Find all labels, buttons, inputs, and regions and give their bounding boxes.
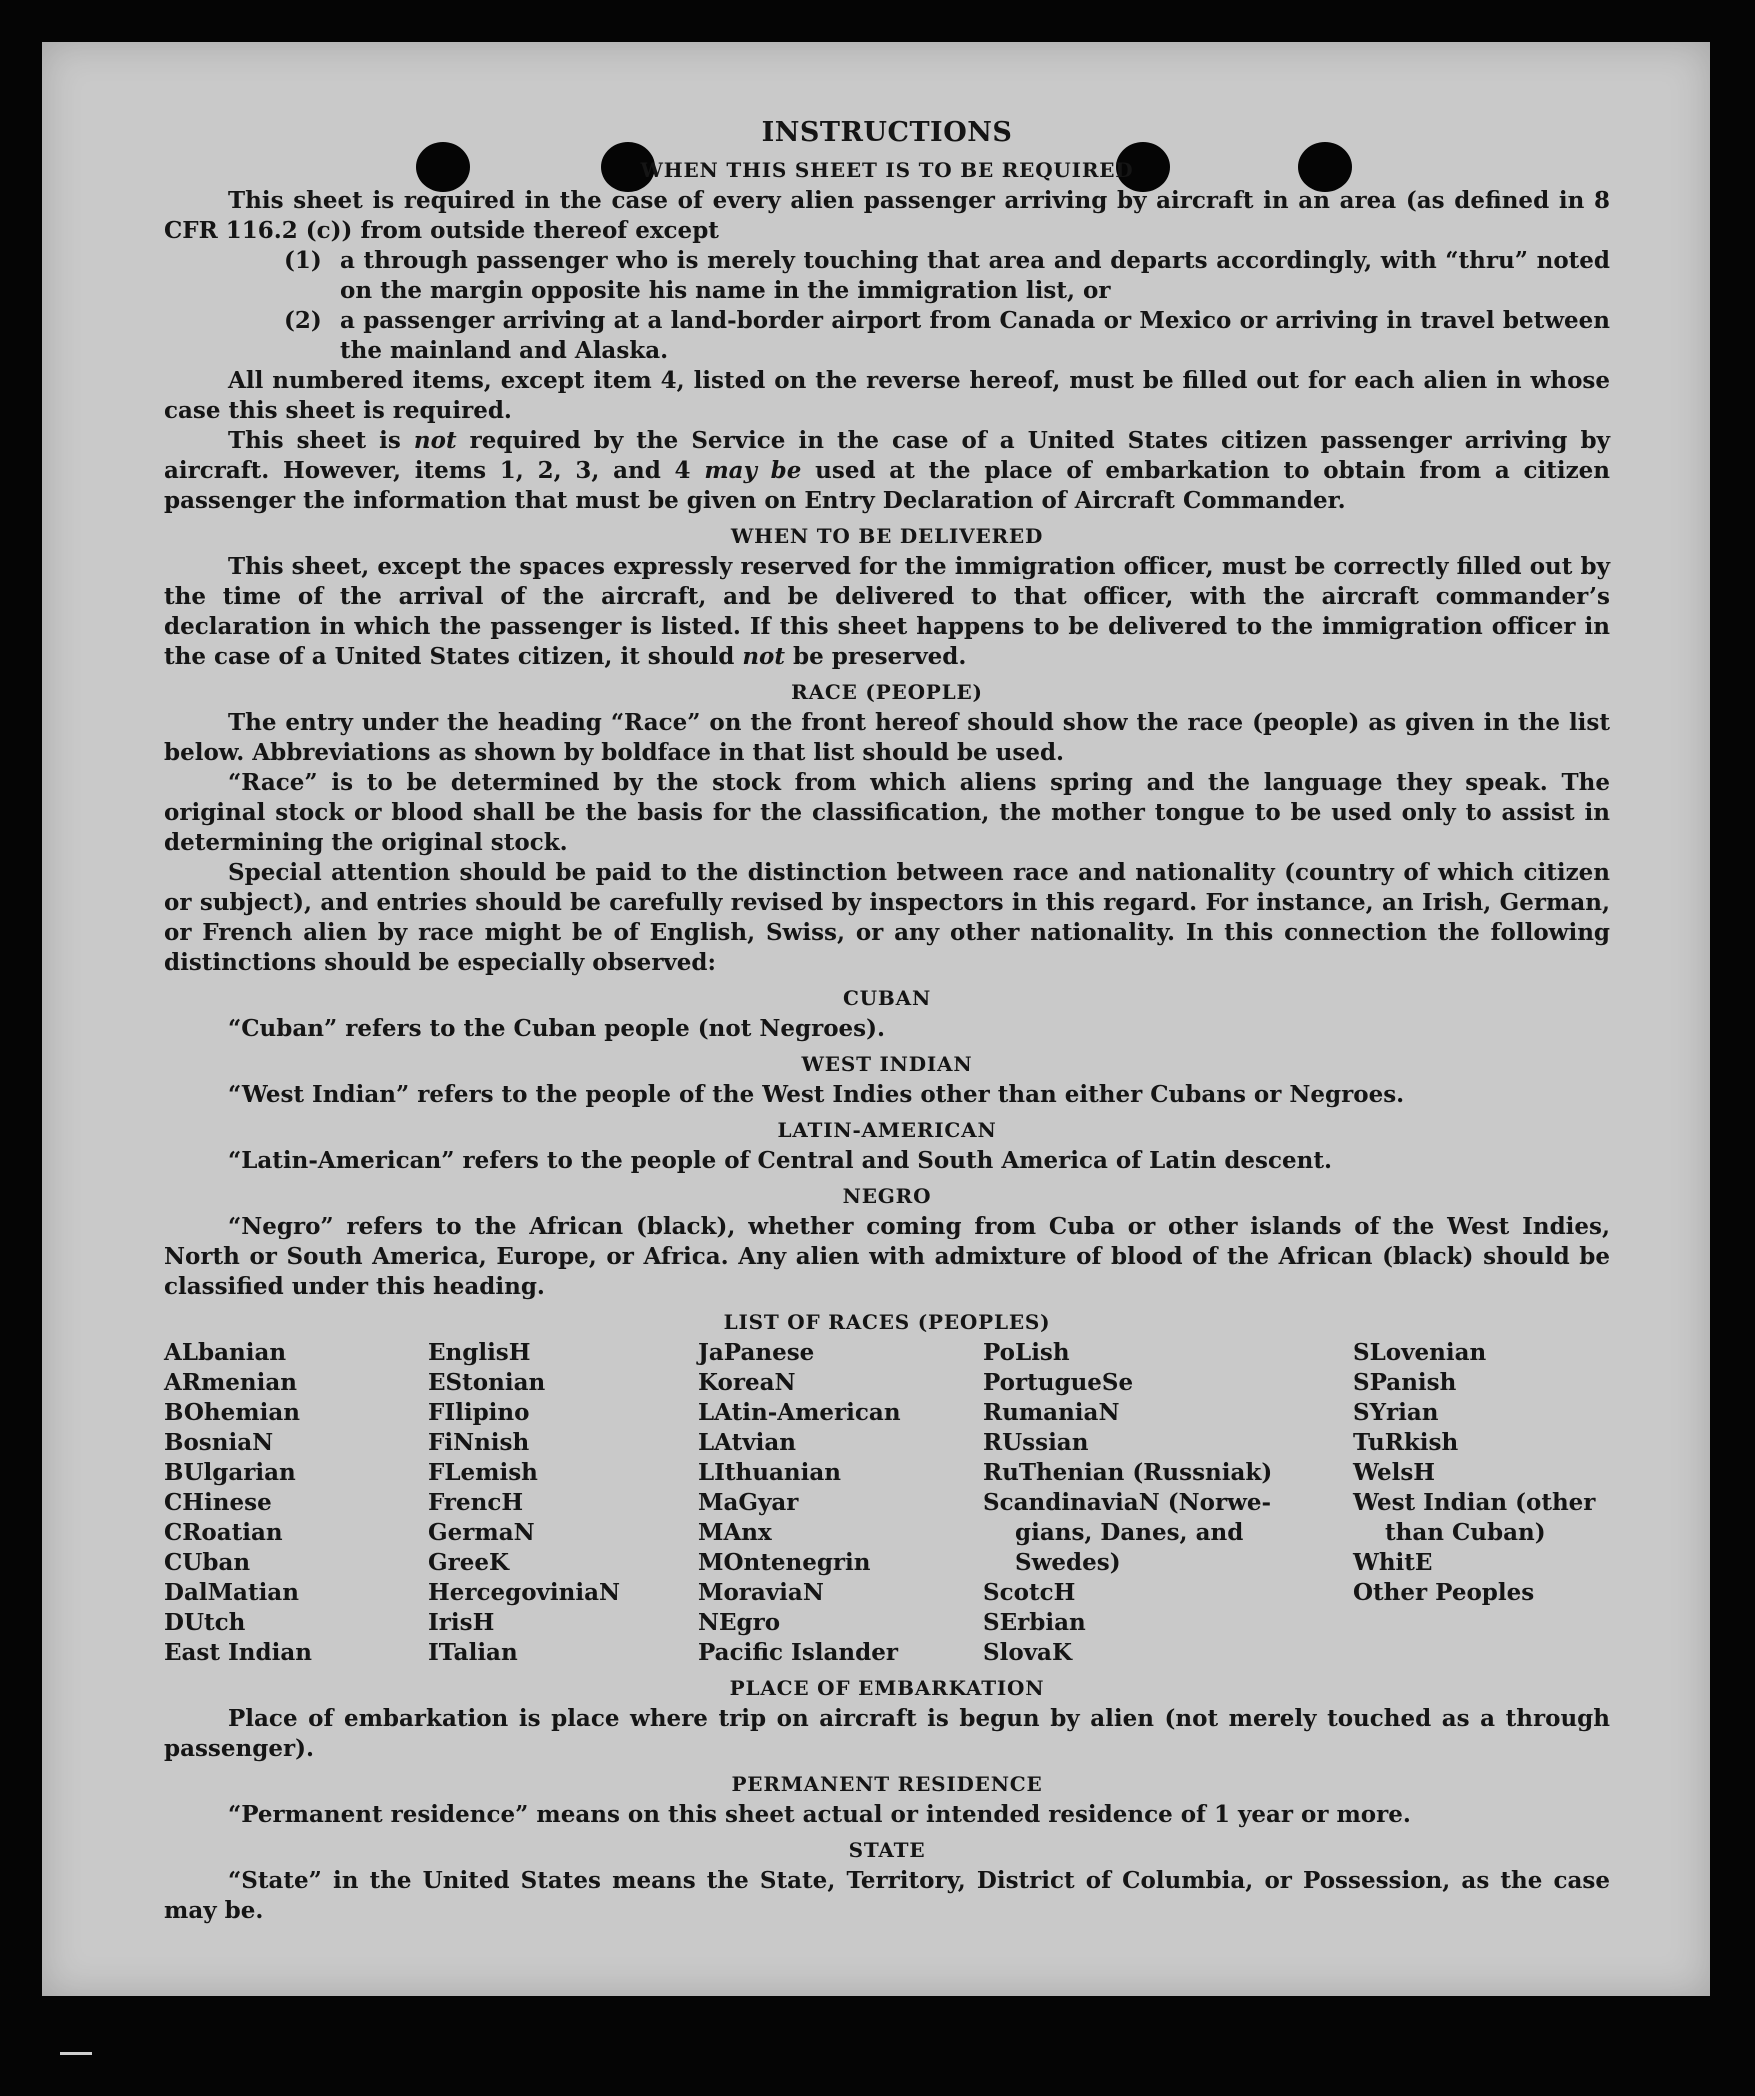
- text-run: This sheet is: [228, 427, 414, 454]
- race-entry: SLovenian: [1353, 1339, 1487, 1366]
- race-entry: ScandinaviaN (Norwe-: [983, 1489, 1272, 1516]
- section-heading: LATIN-AMERICAN: [777, 1118, 997, 1142]
- section-heading: NEGRO: [842, 1184, 932, 1208]
- race-entry: CRoatian: [164, 1519, 283, 1546]
- race-entry: CUban: [164, 1549, 251, 1576]
- race-entry: MaGyar: [698, 1489, 799, 1516]
- race-entry: MAnx: [698, 1519, 772, 1546]
- paragraph: [164, 426, 1610, 516]
- paragraph: “West Indian” refers to the people of the West Indies other than either Cubans or Negroes.: [228, 1081, 1405, 1108]
- race-column: [164, 1338, 428, 1668]
- section-heading: WHEN THIS SHEET IS TO BE REQUIRED: [640, 158, 1134, 182]
- race-entry: PortugueSe: [983, 1369, 1134, 1396]
- race-entry: SErbian: [983, 1609, 1086, 1636]
- race-entry: than Cuban): [1385, 1519, 1546, 1546]
- item-text: a passenger arriving at a land-border airport from Canada or Mexico or arriving in travel between the mainland and Alaska.: [340, 307, 1610, 364]
- paragraph: “Cuban” refers to the Cuban people (not Negroes).: [228, 1015, 886, 1042]
- section-heading: LIST OF RACES (PEOPLES): [723, 1310, 1051, 1334]
- race-entry: ALbanian: [164, 1339, 287, 1366]
- race-entry: FrencH: [428, 1489, 524, 1516]
- race-entry: Pacific Islander: [698, 1639, 898, 1666]
- paragraph: “Latin-American” refers to the people of Central and South America of Latin descent.: [228, 1147, 1332, 1174]
- race-list: [164, 1338, 1610, 1668]
- race-entry: HercegoviniaN: [428, 1579, 621, 1606]
- race-column: [983, 1338, 1353, 1668]
- paragraph: “Negro” refers to the African (black), whether coming from Cuba or other islands of the West Indies, North or South America, Europe, or Africa. Any alien with admixture of blood of the African (black) should be classified under this heading.: [164, 1213, 1610, 1300]
- race-entry: West Indian (other: [1353, 1489, 1596, 1516]
- paragraph: “State” in the United States means the State, Territory, District of Columbia, or Possession, as the case may be.: [164, 1867, 1610, 1924]
- paragraph: Special attention should be paid to the distinction between race and nationality (country of which citizen or subject), and entries should be carefully revised by inspectors in this regard. For instance, an Irish, German, or French alien by race might be of English, Swiss, or any other nationality. In this connection the following distinctions should be especially observed:: [164, 859, 1610, 976]
- race-entry: EStonian: [428, 1369, 546, 1396]
- race-entry: RuThenian (Russniak): [983, 1459, 1273, 1486]
- race-entry: DUtch: [164, 1609, 246, 1636]
- paragraph: [164, 552, 1610, 672]
- item-text: a through passenger who is merely touching that area and departs accordingly, with “thru” noted on the margin opposite his name in the immigration list, or: [340, 247, 1610, 304]
- race-entry: gians, Danes, and: [1015, 1519, 1244, 1546]
- race-entry: JaPanese: [698, 1339, 815, 1366]
- page-title: INSTRUCTIONS: [761, 117, 1013, 148]
- section-heading: PERMANENT RESIDENCE: [731, 1772, 1043, 1796]
- item-number: (1): [284, 247, 322, 274]
- race-entry: MOntenegrin: [698, 1549, 871, 1576]
- text-run: be preserved.: [785, 643, 967, 670]
- race-column: [698, 1338, 983, 1668]
- race-entry: GermaN: [428, 1519, 535, 1546]
- text-run: This sheet, except the spaces expressly reserved for the immigration officer, must be correctly filled out by the time of the arrival of the aircraft, and be delivered to that officer, with the aircraft commander’s declaration in which the passenger is listed. If this sheet happens to be delivered to the immigration officer in the case of a United States citizen, it should: [164, 553, 1610, 670]
- race-entry: Swedes): [1015, 1549, 1121, 1576]
- race-entry: LIthuanian: [698, 1459, 841, 1486]
- paragraph: “Race” is to be determined by the stock from which aliens spring and the language they speak. The original stock or blood shall be the basis for the classification, the mother tongue to be used only to assist in determining the original stock.: [164, 769, 1610, 856]
- race-entry: RUssian: [983, 1429, 1089, 1456]
- race-entry: BosniaN: [164, 1429, 274, 1456]
- list-item: [284, 306, 1610, 366]
- race-entry: FiNnish: [428, 1429, 530, 1456]
- paragraph: Place of embarkation is place where trip on aircraft is begun by alien (not merely touched as a through passenger).: [164, 1705, 1610, 1762]
- race-entry: SlovaK: [983, 1639, 1072, 1666]
- item-number: (2): [284, 307, 322, 334]
- scan-artifact: [60, 2052, 92, 2055]
- race-entry: LAtvian: [698, 1429, 796, 1456]
- race-entry: WhitE: [1353, 1549, 1433, 1576]
- race-entry: NEgro: [698, 1609, 781, 1636]
- race-entry: FLemish: [428, 1459, 538, 1486]
- race-entry: FIlipino: [428, 1399, 530, 1426]
- section-heading: WHEN TO BE DELIVERED: [730, 524, 1044, 548]
- paragraph: “Permanent residence” means on this sheet actual or intended residence of 1 year or more.: [228, 1801, 1411, 1828]
- paragraph: This sheet is required in the case of every alien passenger arriving by aircraft in an area (as defined in 8 CFR 116.2 (c)) from outside thereof except: [164, 187, 1610, 244]
- race-entry: LAtin-American: [698, 1399, 901, 1426]
- race-entry: ITalian: [428, 1639, 518, 1666]
- paragraph: All numbered items, except item 4, listed on the reverse hereof, must be filled out for each alien in whose case this sheet is required.: [164, 367, 1610, 424]
- race-entry: IrisH: [428, 1609, 495, 1636]
- race-entry: TuRkish: [1353, 1429, 1459, 1456]
- race-entry: SYrian: [1353, 1399, 1439, 1426]
- race-entry: RumaniaN: [983, 1399, 1120, 1426]
- section-heading: STATE: [848, 1838, 926, 1862]
- text-run-italic: may be: [704, 457, 802, 484]
- race-entry: DalMatian: [164, 1579, 299, 1606]
- race-entry: CHinese: [164, 1489, 272, 1516]
- section-heading: WEST INDIAN: [801, 1052, 973, 1076]
- race-entry: PoLish: [983, 1339, 1070, 1366]
- text-run-italic: not: [413, 427, 457, 454]
- race-entry: SPanish: [1353, 1369, 1457, 1396]
- race-entry: EnglisH: [428, 1339, 531, 1366]
- text-run: used at the place of embarkation to obtain from a citizen passenger the information that must be given on Entry Declaration of Aircraft Commander.: [164, 457, 1611, 514]
- race-entry: MoraviaN: [698, 1579, 824, 1606]
- race-entry: WelsH: [1353, 1459, 1436, 1486]
- text-run-italic: not: [742, 643, 786, 670]
- race-column: [428, 1338, 698, 1668]
- document-body: [164, 116, 1610, 1926]
- list-item: [284, 246, 1610, 306]
- race-entry: East Indian: [164, 1639, 312, 1666]
- race-entry: ScotcH: [983, 1579, 1076, 1606]
- section-heading: PLACE OF EMBARKATION: [729, 1676, 1045, 1700]
- text-run: required by the Service in the case of a United States citizen passenger arriving by aircraft. However, items 1, 2, 3, and 4: [164, 427, 1610, 484]
- race-entry: KoreaN: [698, 1369, 796, 1396]
- race-entry: BOhemian: [164, 1399, 300, 1426]
- section-heading: RACE (PEOPLE): [791, 680, 983, 704]
- race-column: [1353, 1338, 1610, 1668]
- race-entry: BUlgarian: [164, 1459, 296, 1486]
- race-entry: ARmenian: [164, 1369, 298, 1396]
- section-heading: CUBAN: [842, 986, 932, 1010]
- paragraph: The entry under the heading “Race” on the front hereof should show the race (people) as given in the list below. Abbreviations as shown by boldface in that list should be used.: [164, 709, 1610, 766]
- race-entry: Other Peoples: [1353, 1579, 1535, 1606]
- race-entry: GreeK: [428, 1549, 510, 1576]
